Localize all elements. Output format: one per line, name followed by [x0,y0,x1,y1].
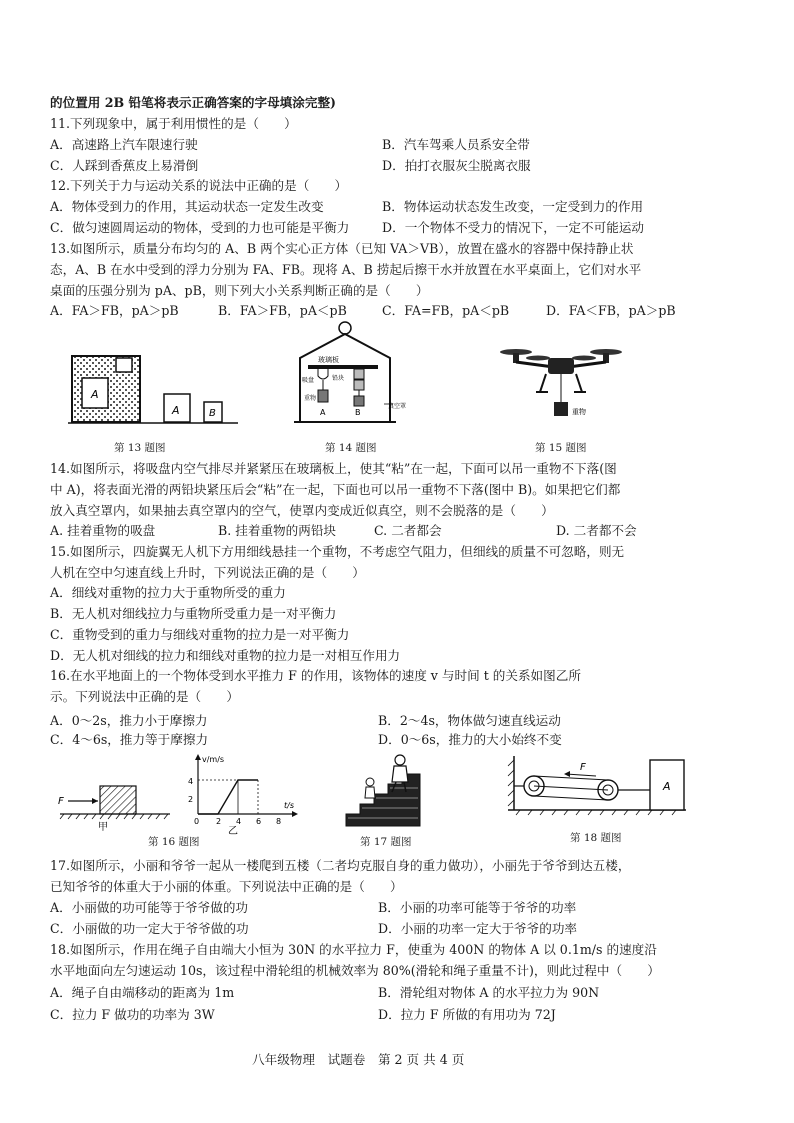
fig14-a-label: A [320,408,326,417]
q17-option-b: B．小丽的功率可能等于爷爷的功率 [378,900,577,915]
section-instruction: 的位置用 2B 铅笔将表示正确答案的字母填涂完整) [50,95,337,110]
fig16-jia-label: 甲 [98,822,108,833]
fig13-cube-a-inner-label: A [91,388,99,401]
q15-option-a: A．细线对重物的拉力大于重物所受的重力 [50,585,286,600]
fig16-caption: 第 16 题图 [148,836,200,848]
q16-stem-line1: 16.在水平地面上的一个物体受到水平推力 F 的作用，该物体的速度 v 与时间 t 的关系如图乙所 [50,668,581,683]
q16-option-d: D．0～6s，推力的大小始终不变 [378,732,562,747]
q11-option-a: A．高速路上汽车限速行驶 [50,137,198,152]
q13-stem-line1: 13.如图所示，质量分布均匀的 A、B 两个实心正方体（已知 VA＞VB），放置在盛水的容器中保持静止状 [50,241,634,256]
q17-option-c: C．小丽做的功一定大于爷爷做的功 [50,921,249,936]
fig14-weight-label: 重物 [304,395,317,402]
fig16-x-tick-6: 6 [256,817,262,826]
fig14-vacuum-label: 真空罩 [388,403,407,410]
fig16-t-axis-label: t/s [284,801,294,810]
fig16-x-tick-4: 4 [236,817,242,826]
q17-option-a: A．小丽做的功可能等于爷爷做的功 [50,900,249,915]
fig18-caption: 第 18 题图 [570,832,622,844]
fig15-diagram [496,338,626,434]
q14-option-b: B. 挂着重物的两铅块 [218,523,337,538]
fig13-caption: 第 13 题图 [114,442,166,454]
q18-option-d: D．拉力 F 所做的有用功为 72J [378,1007,556,1022]
q17-stem-line1: 17.如图所示，小丽和爷爷一起从一楼爬到五楼（二者均克服自身的重力做功），小丽先于爷爷到达五楼， [50,858,631,873]
fig18-diagram [500,752,690,822]
q18-option-b: B．滑轮组对物体 A 的水平拉力为 90N [378,985,600,1000]
q14-option-d: D. 二者都不会 [556,523,637,538]
q16-stem-line2: 示。下列说法中正确的是（ ） [50,689,239,704]
fig14-cup-label: 吸盘 [302,377,315,384]
q13-stem-line3: 桌面的压强分别为 pA、pB，则下列大小关系判断正确的是（ ） [50,283,429,298]
q18-stem-line2: 水平地面向左匀速运动 10s，该过程中滑轮组的机械效率为 80%(滑轮和绳子重量不计)，则此过程中（ ） [50,963,660,978]
q18-option-a: A．绳子自由端移动的距离为 1m [50,985,235,1000]
q12-option-d: D．一个物体不受力的情况下，一定不可能运动 [382,220,644,235]
q14-option-a: A. 挂着重物的吸盘 [50,523,156,538]
fig14-glass-label: 玻璃板 [318,356,339,364]
q11-stem: 11.下列现象中，属于利用惯性的是（ ） [50,116,297,131]
fig13-cube-a-label: A [172,404,180,417]
q14-option-c: C. 二者都会 [374,523,442,538]
fig16-y-tick-4: 4 [188,777,194,786]
fig16-force-label: F [58,796,64,807]
fig17-diagram [340,752,440,832]
fig17-caption: 第 17 题图 [360,836,412,848]
q18-stem-line1: 18.如图所示，作用在绳子自由端大小恒为 30N 的水平拉力 F，使重为 400N 的物体 A 以 0.1m/s 的速度沿 [50,942,657,957]
q17-stem-line2: 已知爷爷的体重大于小丽的体重。下列说法中正确的是（ ） [50,879,403,894]
fig16-yi-label: 乙 [228,826,238,836]
q18-option-c: C．拉力 F 做功的功率为 3W [50,1007,215,1022]
fig16-yi-graph [184,750,304,836]
q12-option-a: A．物体受到力的作用，其运动状态一定发生改变 [50,199,324,214]
fig14-caption: 第 14 题图 [325,442,377,454]
q12-stem: 12.下列关于力与运动关系的说法中正确的是（ ） [50,178,348,193]
q17-option-d: D．小丽的功率一定大于爷爷的功率 [378,921,578,936]
fig16-x-tick-0: 0 [194,817,200,826]
q16-option-c: C．4～6s，推力等于摩擦力 [50,732,209,747]
q15-stem-line2: 人机在空中匀速直线上升时，下列说法正确的是（ ） [50,565,365,580]
q15-stem-line1: 15.如图所示，四旋翼无人机下方用细线悬挂一个重物，不考虑空气阻力，但细线的质量不可忽略，则无 [50,544,625,559]
q14-stem-line3: 放入真空罩内，如果抽去真空罩内的空气，使罩内变成近似真空，则不会脱落的是（ ） [50,503,554,518]
q12-option-b: B．物体运动状态发生改变，一定受到力的作用 [382,199,644,214]
q15-option-d: D．无人机对细线的拉力和细线对重物的拉力是一对相互作用力 [50,648,401,663]
fig16-x-tick-2: 2 [216,817,222,826]
fig18-force-label: F [580,762,586,773]
fig15-caption: 第 15 题图 [535,442,587,454]
fig18-a-label: A [663,780,671,793]
q13-stem-line2: 态，A、B 在水中受到的浮力分别为 FA、FB。现将 A、B 捞起后擦干水并放置在水平桌面上，它们对水平 [50,262,642,277]
q14-stem-line2: 中 A)，将表面光滑的两铅块紧压后会“粘”在一起，下面也可以吊一重物不下落(图中 B)。如果把它们都 [50,482,621,497]
fig14-diagram [290,318,410,434]
q13-option-a: A．FA＞FB，pA＞pB [50,303,179,318]
fig16-x-tick-8: 8 [276,817,282,826]
q11-option-d: D．拍打衣服灰尘脱离衣服 [382,158,531,173]
q11-option-c: C．人踩到香蕉皮上易滑倒 [50,158,199,173]
q13-option-d: D．FA＜FB，pA＞pB [546,303,676,318]
fig16-y-tick-2: 2 [188,795,194,804]
fig13-diagram [68,344,238,434]
q11-option-b: B．汽车驾乘人员系安全带 [382,137,530,152]
q14-stem-line1: 14.如图所示，将吸盘内空气排尽并紧紧压在玻璃板上，使其“粘”在一起，下面可以吊一重物不下落(图 [50,461,617,476]
page-footer: 八年级物理 试题卷 第 2 页 共 4 页 [252,1052,465,1067]
fig14-lead-label: 铅块 [332,375,345,382]
fig15-weight-label: 重物 [572,408,586,416]
fig13-cube-b-label: B [209,408,216,419]
q15-option-b: B．无人机对细线拉力与重物所受重力是一对平衡力 [50,606,337,621]
q15-option-c: C．重物受到的重力与细线对重物的拉力是一对平衡力 [50,627,350,642]
q12-option-c: C．做匀速圆周运动的物体，受到的力也可能是平衡力 [50,220,350,235]
q16-option-b: B．2～4s，物体做匀速直线运动 [378,713,561,728]
fig14-b-label: B [355,408,361,417]
q16-option-a: A．0～2s，推力小于摩擦力 [50,713,208,728]
q13-option-b: B．FA＞FB，pA＜pB [218,303,347,318]
q13-option-c: C．FA=FB，pA＜pB [382,303,510,318]
fig16-v-axis-label: v/m/s [202,755,225,764]
fig16-jia-diagram [54,772,174,834]
